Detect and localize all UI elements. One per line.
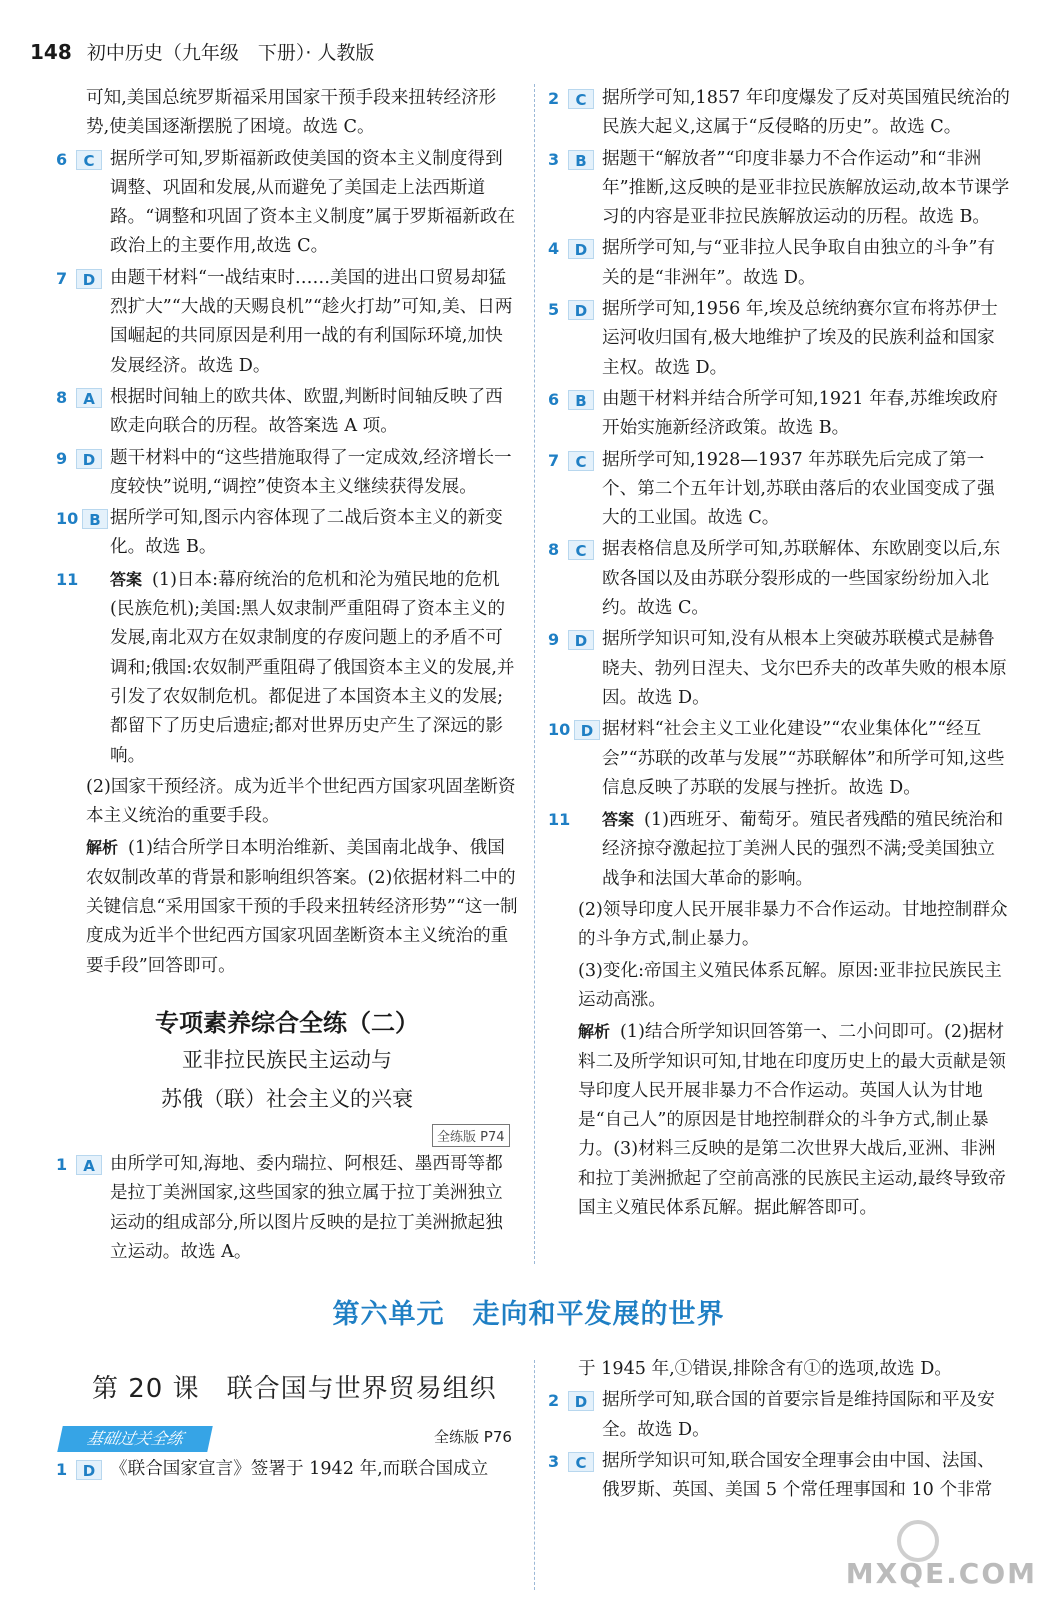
answer-choice-badge: D [568,300,594,320]
question-number: 6 [548,389,560,409]
answer-text: 根据时间轴上的欧共体、欧盟,判断时间轴反映了西欧走向联合的历程。故答案选 A 项。 [110,386,503,437]
answer-choice-badge: B [568,150,594,170]
question-number: 10 [548,720,571,740]
answer-text: 据所学知识可知,联合国安全理事会由中国、法国、俄罗斯、英国、美国 5 个常任理事国和 10 个非常 [602,1450,995,1501]
answer-choice-badge: C [568,451,594,471]
answer-choice-badge: C [568,540,594,560]
answer-text: 据所学可知,联合国的首要宗旨是维持国际和平及安全。故选 D。 [602,1390,995,1440]
keyword-label: 解析 [578,1022,611,1042]
answer-choice-badge: D [568,630,594,650]
question-number: 7 [548,450,560,470]
question-number: 3 [548,1451,560,1471]
answer-text: 据所学可知,1928—1937 年苏联先后完成了第一个、第二个五年计划,苏联由落后的农业国变成了强大的工业国。故选 C。 [602,449,995,529]
question-number: 5 [548,300,560,320]
keyword-label: 答案 [110,569,143,589]
answer-sub-paragraph [56,833,518,980]
answer-text: (1)结合所学知识回答第一、二小问即可。(2)据材料二及所学知识可知,甘地在印度历史上的最大贡献是领导印度人民开展非暴力不合作运动。英国人认为甘地是“自己人”的原因是甘地控制群众的斗争方式,制止暴力。(3)材料三反映的是第二次世界大战后,亚洲、非洲和拉丁美洲掀起了空前高涨的民族民主运动,最终导致帝国主义殖民体系瓦解。据此解答即可。 [578,1022,1006,1218]
answer-choice-badge: B [82,509,108,529]
answer-choice-badge: C [568,1452,594,1472]
answer-item-6 [56,145,518,262]
answer-text: (1)西班牙、葡萄牙。殖民者残酷的殖民统治和经济掠夺激起拉丁美洲人民的强烈不满;受美国独立战争和法国大革命的影响。 [602,810,1004,889]
question-number: 6 [56,149,68,169]
special-section-subtitle-2: 苏俄（联）社会主义的兴衰 [161,1087,413,1111]
answer-item-8 [548,535,1010,623]
answer-text: 据所学可知,罗斯福新政使美国的资本主义制度得到调整、巩固和发展,从而避免了美国走上法西斯道路。“调整和巩固了资本主义制度”属于罗斯福新政在政治上的主要作用,故选 C。 [110,148,516,257]
left-column-after-special [56,1150,518,1269]
answer-item-7 [548,446,1010,534]
answer-item-6 [548,385,1010,444]
answer-text: 据所学可知,图示内容体现了二战后资本主义的新变化。故选 B。 [110,508,503,558]
answer-text: 可知,美国总统罗斯福采用国家干预手段来扭转经济形势,使美国逐渐摆脱了困境。故选 C。 [86,88,497,138]
unit-title: 第六单元 走向和平发展的世界 [332,1299,725,1330]
lesson-title: 第 20 课 联合国与世界贸易组织 [92,1374,497,1404]
book-title: 初中历史（九年级 下册）· 人教版 [86,42,375,64]
answer-text: (3)变化:帝国主义殖民体系瓦解。原因:亚非拉民族民主运动高涨。 [578,960,1002,1010]
answer-text: 据所学可知,与“亚非拉人民争取自由独立的斗争”有关的是“非洲年”。故选 D。 [602,238,996,288]
question-number: 2 [548,89,560,108]
basic-practice-tag: 基础过关全练 [57,1426,213,1452]
answer-choice-badge: C [76,150,102,170]
answer-item-3 [548,1447,1010,1506]
question-number: 9 [56,448,68,468]
question-number: 10 [56,509,79,529]
question-number: 8 [548,540,560,560]
answer-item-10 [56,504,518,563]
answer-text: 据所学知识可知,没有从根本上突破苏联模式是赫鲁晓夫、勃列日涅夫、戈尔巴乔夫的改革失败的根本原因。故选 D。 [602,629,1007,708]
question-number: 11 [548,810,571,830]
right-column [548,84,1010,1225]
answer-item-1 [56,1150,518,1267]
question-number: 1 [56,1460,68,1479]
column-divider-lower [534,1360,535,1590]
answer-text: 由所学可知,海地、委内瑞拉、阿根廷、墨西哥等都是拉丁美洲国家,这些国家的独立属于拉丁美洲独立运动的组成部分,所以图片反映的是拉丁美洲掀起独立运动。故选 A。 [110,1154,503,1262]
page-header [30,38,550,68]
page-number: 148 [30,40,72,64]
answer-text: 于 1945 年,①错误,排除含有①的选项,故选 D。 [578,1359,952,1379]
answer-continuation [548,1355,1010,1384]
answer-choice-badge: D [568,239,594,259]
question-number: 3 [548,149,560,169]
answer-text: 据所学可知,1857 年印度爆发了反对英国殖民统治的民族大起义,这属于“反侵略的历史”。故选 C。 [602,88,1010,138]
answer-choice-badge: C [568,89,594,109]
answer-choice-badge: D [76,449,102,469]
answer-item-10 [548,715,1010,803]
answer-item-8 [56,383,518,442]
answer-text: (2)领导印度人民开展非暴力不合作运动。甘地控制群众的斗争方式,制止暴力。 [578,900,1008,950]
answer-item-11 [56,565,518,771]
answer-sub-paragraph [548,1017,1010,1223]
watermark-text: MXQE.COM [845,1557,1037,1590]
question-number: 1 [56,1155,68,1174]
answer-text: (1)结合所学日本明治维新、美国南北战争、俄国农奴制改革的背景和影响组织答案。(2)依据材料二中的关键信息“采用国家干预的手段来扭转经济形势”“这一制度成为近半个世纪西方国家巩固垄断资本主义统治的重要手段”回答即可。 [86,838,518,976]
answer-item-1 [56,1455,518,1484]
answer-item-3 [548,145,1010,233]
answer-text: 据所学可知,1956 年,埃及总统纳赛尔宣布将苏伊士运河收归国有,极大地维护了埃及的民族利益和国家主权。故选 D。 [602,299,998,378]
answer-choice-badge: A [76,388,102,408]
lesson-source-tag: 全练版 P76 [434,1428,512,1446]
answer-item-7 [56,264,518,381]
left-column-bottom [56,1455,518,1486]
question-number: 11 [56,569,79,589]
answer-sub-paragraph [548,896,1010,955]
answer-item-2 [548,1386,1010,1445]
answer-text: 据题干“解放者”“印度非暴力不合作运动”和“非洲年”推断,这反映的是亚非拉民族解放运动,故本节课学习的内容是亚非拉民族解放运动的历程。故选 B。 [602,148,1010,228]
answer-text: (2)国家干预经济。成为近半个世纪西方国家巩固垄断资本主义统治的重要手段。 [86,776,516,827]
answer-text: 由题干材料并结合所学可知,1921 年春,苏维埃政府开始实施新经济政策。故选 B。 [602,388,998,439]
answer-text: 据表格信息及所学可知,苏联解体、东欧剧变以后,东欧各国以及由苏联分裂形成的一些国家纷纷加入北约。故选 C。 [602,539,1001,619]
answer-text: 题干材料中的“这些措施取得了一定成效,经济增长一度较快”说明,“调控”使资本主义继续获得发展。 [110,447,512,497]
answer-choice-badge: D [76,269,102,289]
answer-item-9 [548,625,1010,713]
question-number: 9 [548,630,560,650]
answer-text: 由题干材料“一战结束时……美国的进出口贸易却猛烈扩大”“大战的天赐良机”“趁火打劫”可知,美、日两国崛起的共同原因是利用一战的有利国际环境,加快发展经济。故选 D。 [110,267,513,376]
question-number: 8 [56,387,68,407]
answer-sub-paragraph [548,957,1010,1016]
answer-text: 据材料“社会主义工业化建设”“农业集体化”“经互会”“苏联的改革与发展”“苏联解体”和所学可知,这些信息反映了苏联的发展与挫折。故选 D。 [602,719,1005,798]
question-number: 4 [548,239,560,259]
answer-sub-paragraph [56,773,518,832]
answer-item-9 [56,444,518,503]
answer-choice-badge: D [574,720,600,740]
answer-text: (1)日本:幕府统治的危机和沦为殖民地的危机(民族危机);美国:黑人奴隶制严重阻碍了资本主义的发展,南北双方在奴隶制度的存废问题上的矛盾不可调和;俄国:农奴制严重阻碍了俄国资本主义的发展,并引发了农奴制危机。都促进了本国资本主义的发展;都留下了历史后遗症;都对世界历史产生了深远的影响。 [110,569,515,766]
column-divider [534,84,535,1264]
special-section-title: 专项素养综合全练（二） [155,1009,419,1037]
answer-choice-badge: A [76,1155,102,1175]
answer-choice-badge: B [568,390,594,410]
right-column-bottom [548,1355,1010,1507]
answer-item-2 [548,84,1010,143]
question-number: 7 [56,268,68,288]
answer-choice-badge: D [568,1391,594,1411]
left-column [56,84,518,983]
special-section-subtitle-1: 亚非拉民族民主运动与 [182,1048,392,1072]
answer-item-11 [548,805,1010,894]
answer-item-5 [548,295,1010,383]
watermark-logo [897,1520,939,1562]
question-number: 2 [548,1391,560,1411]
answer-text: 《联合国家宣言》签署于 1942 年,而联合国成立 [110,1459,489,1479]
answer-choice-badge: D [76,1460,102,1480]
special-source-tag: 全练版 P74 [432,1124,510,1147]
answer-continuation [56,84,518,143]
keyword-label: 解析 [86,838,119,858]
answer-item-4 [548,234,1010,293]
keyword-label: 答案 [602,810,635,830]
